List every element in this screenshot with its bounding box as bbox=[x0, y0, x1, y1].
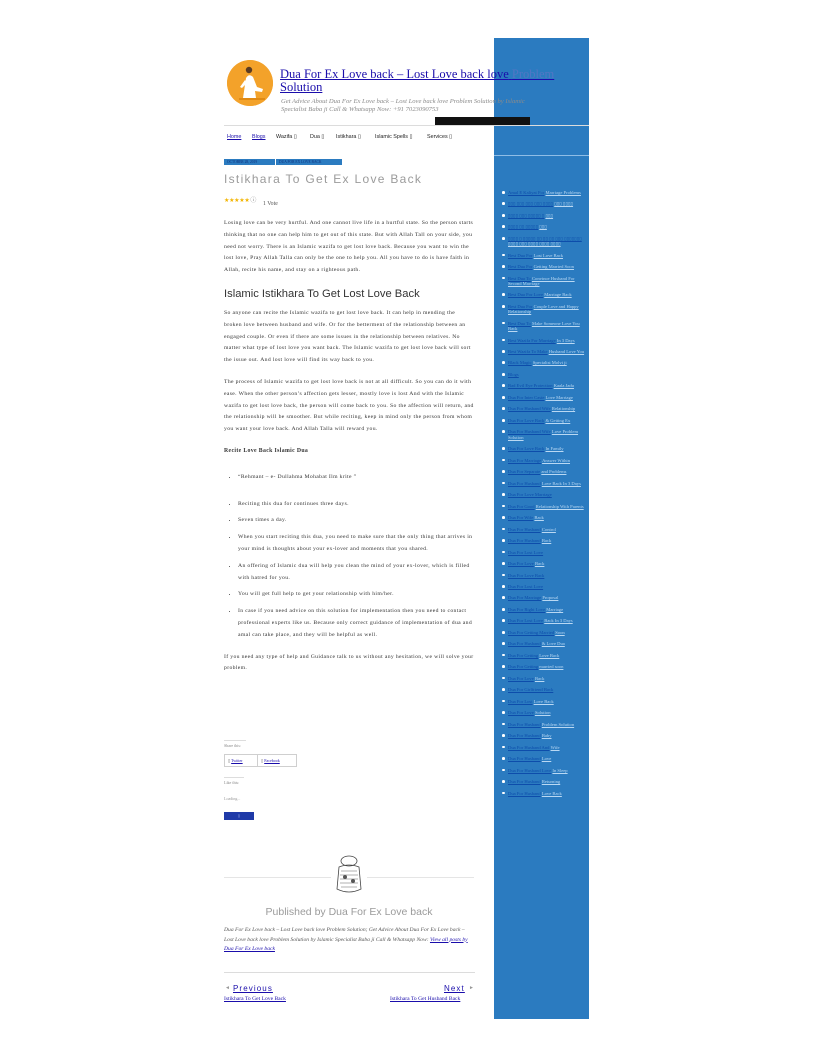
sidebar-item-link-rest[interactable]: ▯▯▯▯ ▯▯▯ ▯▯▯▯ ▯▯▯▯ ▯▯▯▯ bbox=[508, 241, 561, 247]
sidebar-item-link-rest[interactable]: Love Back bbox=[539, 652, 560, 658]
bullet-icon bbox=[502, 419, 505, 422]
sidebar-item[interactable] bbox=[502, 292, 586, 297]
sidebar-item-link[interactable]: Dua For Husband bbox=[508, 790, 541, 796]
sidebar-item[interactable] bbox=[502, 699, 586, 704]
paragraph-3: The process of Islamic wazifa to get lost love back is not at all difficult. So you can do it with ease. When the other person’s affection gets lesser, mostly love is lost And with the Islamic wazifa to get lost love back, the person will come back to you. So the affection will return, and the relationship will be smoother. But while reciting, keep in mind only the person from whom you want your love back. And Allah Talla will reward you. bbox=[224, 378, 474, 433]
list-item: • Seven times a day. bbox=[238, 515, 474, 527]
sidebar-item-link[interactable]: Dua For Getting bbox=[508, 664, 539, 670]
sidebar-item-link[interactable]: Best Dua To bbox=[508, 320, 531, 326]
bullet-icon bbox=[502, 305, 505, 308]
sidebar-item-link[interactable]: Dua For Husband Wife bbox=[508, 429, 551, 435]
sidebar-item-link-rest[interactable]: ▯▯▯ ▯▯▯▯ bbox=[554, 201, 574, 207]
sidebar-item-link-rest[interactable]: Marriage bbox=[546, 606, 564, 612]
bullet-icon bbox=[502, 665, 505, 668]
sidebar-item-link[interactable]: Dua For Husband Love bbox=[508, 767, 552, 773]
vote-count: 1 Vote bbox=[263, 201, 278, 207]
section-heading: Islamic Istikhara To Get Lost Love Back bbox=[224, 287, 420, 300]
sidebar-item-link-rest[interactable]: Wife bbox=[550, 744, 560, 750]
bullet-icon bbox=[502, 631, 505, 634]
bullet-icon bbox=[502, 202, 505, 205]
bullet-icon bbox=[502, 225, 505, 228]
sidebar-item[interactable] bbox=[502, 383, 586, 388]
sidebar-item-link[interactable]: ▯▯▯ ▯▯▯ ▯▯▯ ▯▯▯ ▯▯▯▯ bbox=[508, 201, 554, 207]
sidebar-item[interactable] bbox=[502, 458, 586, 463]
sidebar-item[interactable] bbox=[502, 550, 586, 555]
previous-post-label[interactable]: Previous bbox=[233, 984, 273, 993]
sidebar-item-link[interactable]: Dua For Husband bbox=[508, 480, 541, 486]
likes-loading: Loading... bbox=[224, 796, 241, 801]
site-title-text[interactable]: Dua For Ex Love back – Lost Love back love bbox=[280, 67, 509, 81]
sidebar-item[interactable] bbox=[502, 733, 586, 738]
paragraph-4: If you need any type of help and Guidance talk to us without any hesitation, we will solve your problem. bbox=[224, 653, 474, 672]
like-divider bbox=[224, 777, 244, 778]
sidebar-item-link-rest[interactable]: Marriage Problems bbox=[545, 190, 581, 195]
sidebar-item[interactable] bbox=[502, 418, 586, 423]
praying-man-icon bbox=[227, 60, 273, 106]
menu-item-dua[interactable]: Dua ▯ bbox=[310, 134, 325, 140]
bullet-icon bbox=[502, 430, 505, 433]
site-title-text-2[interactable]: Problem bbox=[511, 67, 555, 81]
post-content bbox=[224, 218, 474, 685]
next-arrow-icon[interactable]: ► bbox=[469, 986, 474, 991]
bullet-icon bbox=[502, 361, 505, 364]
post-date-badge[interactable] bbox=[224, 159, 275, 165]
sidebar-item[interactable] bbox=[502, 515, 586, 520]
sidebar-item-link-rest[interactable]: & Love Dua bbox=[541, 641, 565, 647]
paragraph-1: Losing love can be very hurtful. And one cannot live life in a hurtful state. So the person starts thinking that no one can help him to get out of this state. But with Allah Tall on your side, you need not worry. There is an Islamic wazifa to get lost love back. Because you want to win the lost love, Pray Allah Talla can only be the one to help you. All you have to do is have faith in Allah, recite his name, and stay on a righteous path. bbox=[224, 220, 474, 274]
dua-steps-list bbox=[224, 472, 474, 642]
sidebar-item[interactable] bbox=[502, 573, 586, 578]
sidebar-item-link-rest[interactable]: ▯▯▯ bbox=[539, 224, 547, 230]
sidebar-item-link[interactable]: Dua For Love Back bbox=[508, 417, 545, 423]
bullet-icon bbox=[502, 585, 505, 588]
sidebar-item[interactable] bbox=[502, 446, 586, 451]
sidebar-item[interactable] bbox=[502, 492, 586, 497]
bullet-icon bbox=[502, 322, 505, 325]
sidebar-list bbox=[502, 190, 586, 802]
bullet-icon bbox=[502, 505, 505, 508]
sidebar-item-link[interactable]: Best Wazifa For Marriage bbox=[508, 337, 556, 343]
bullet-icon bbox=[502, 688, 505, 691]
bullet-icon bbox=[502, 339, 505, 342]
sidebar-item[interactable] bbox=[502, 190, 586, 195]
sidebar-item-link-rest[interactable]: Back bbox=[534, 675, 545, 681]
share-divider bbox=[224, 740, 246, 741]
sidebar-item-link[interactable]: Dua For Lost Love bbox=[508, 549, 544, 555]
sidebar-divider bbox=[494, 155, 589, 156]
sidebar-item-link[interactable]: Black Magic bbox=[508, 360, 532, 366]
sidebar-item-link[interactable]: Dua For Lost Love bbox=[508, 583, 544, 589]
sidebar-item[interactable] bbox=[502, 469, 586, 474]
header-divider bbox=[224, 125, 589, 126]
menu-item-islamic-spells[interactable]: Islamic Spells ▯ bbox=[375, 134, 413, 140]
sidebar-item[interactable] bbox=[502, 429, 586, 440]
bullet-icon bbox=[502, 551, 505, 554]
list-item: • In case if you need advice on this solution for implementation then you need to contact professional experts like us. Because only correct guidance of implementation of dua and amal can take place, and they will be helpful as well. bbox=[238, 606, 474, 641]
sidebar-item[interactable] bbox=[502, 745, 586, 750]
twitter-share-link[interactable]: Twitter bbox=[231, 758, 243, 763]
bullet-icon bbox=[502, 493, 505, 496]
sidebar-item-link[interactable]: Dua For Husband bbox=[508, 641, 541, 647]
view-all-posts-link[interactable]: View all posts by Dua For Ex Love back bbox=[224, 936, 468, 952]
menu-item-services[interactable]: Services ▯ bbox=[427, 134, 453, 140]
list-item: • “Rehmant – e- Dullahma Mohabat Ilm krite ” bbox=[238, 472, 474, 484]
sidebar-item[interactable] bbox=[502, 236, 586, 247]
rating-stars[interactable] bbox=[224, 198, 256, 204]
sidebar-item[interactable] bbox=[502, 321, 586, 332]
sidebar-item-link-rest[interactable]: Relationship With Parents bbox=[535, 503, 584, 509]
bullet-icon bbox=[502, 574, 505, 577]
sidebar-item-link[interactable]: Dua For Love bbox=[508, 561, 534, 567]
sidebar-item[interactable] bbox=[502, 607, 586, 612]
sidebar-item[interactable] bbox=[502, 527, 586, 532]
sidebar-item[interactable] bbox=[502, 201, 586, 206]
bullet-icon bbox=[502, 237, 505, 240]
sidebar-item-link-rest[interactable]: Getting Married Soon bbox=[533, 264, 574, 270]
bullet-icon bbox=[502, 277, 505, 280]
sidebar-item-link[interactable]: ▯▯▯▯ ▯▯▯ ▯▯▯▯▯ ▯ bbox=[508, 212, 545, 218]
sidebar-item-link[interactable]: Dua For Right Love bbox=[508, 606, 546, 612]
sidebar-item[interactable] bbox=[502, 349, 586, 354]
author-bio bbox=[224, 926, 474, 955]
info-icon[interactable]: ⓘ bbox=[250, 198, 257, 204]
list-item: • You will get full help to get your relationship with him/her. bbox=[238, 589, 474, 601]
sidebar-item[interactable] bbox=[502, 372, 586, 377]
bullet-icon bbox=[502, 677, 505, 680]
sidebar-item-link[interactable]: Dua For Husband bbox=[508, 526, 541, 532]
facebook-share-link[interactable]: Facebook bbox=[264, 758, 280, 763]
bullet-icon bbox=[502, 459, 505, 462]
header-phone-banner[interactable] bbox=[435, 117, 530, 125]
post-category[interactable]: DUA FOR EX LOVE BACK bbox=[279, 159, 322, 164]
sidebar-item-link[interactable]: Bad Evil Eye Protection bbox=[508, 383, 553, 389]
author-avatar bbox=[331, 853, 367, 899]
star-icons[interactable]: ★★★★★ bbox=[224, 198, 250, 204]
sidebar-item[interactable] bbox=[502, 538, 586, 543]
sidebar-item-link-rest[interactable]: & Getting Ex bbox=[545, 417, 571, 423]
sidebar-item[interactable] bbox=[502, 653, 586, 658]
sidebar-item-link-rest[interactable]: and Problems bbox=[541, 469, 567, 475]
sidebar-item-link[interactable]: Dua For Wife bbox=[508, 515, 534, 521]
site-description: Get Advice About Dua For Ex Love back – Lost Love back love Problem Solution by Islamic Specialist Baba ji Call & Whatsapp Now: +91 7023090753 bbox=[281, 98, 525, 113]
sidebar-item-link-rest[interactable]: Love bbox=[541, 756, 552, 762]
bullet-icon bbox=[502, 293, 505, 296]
sidebar-item-link[interactable]: Dua For Husband bbox=[508, 779, 541, 785]
sidebar-item-link-rest[interactable]: Soon bbox=[555, 629, 565, 635]
bullet-icon bbox=[502, 746, 505, 749]
bullet-icon bbox=[502, 373, 505, 376]
sidebar-item[interactable] bbox=[502, 481, 586, 486]
sidebar-item[interactable] bbox=[502, 224, 586, 229]
sidebar-item-link-rest[interactable]: Answer Within bbox=[542, 457, 571, 463]
bullet-icon bbox=[502, 654, 505, 657]
bullet-icon bbox=[502, 780, 505, 783]
post-title: Istikhara To Get Ex Love Back bbox=[224, 172, 423, 186]
sidebar-item[interactable] bbox=[502, 338, 586, 343]
bullet-icon bbox=[502, 642, 505, 645]
next-post-link[interactable]: Istikhara To Get Husband Back bbox=[390, 996, 461, 1002]
sidebar-item-link[interactable]: Dua For Husband And bbox=[508, 744, 550, 750]
bullet-icon bbox=[502, 384, 505, 387]
sidebar-item[interactable] bbox=[502, 504, 586, 509]
sidebar-item[interactable] bbox=[502, 641, 586, 646]
sidebar-item[interactable] bbox=[502, 584, 586, 589]
like-label: Like this: bbox=[224, 780, 240, 785]
menu-item-blogs[interactable]: Blogs bbox=[252, 134, 266, 140]
sidebar-item-link[interactable]: Dua For Getting Married bbox=[508, 629, 555, 635]
bullet-icon bbox=[502, 792, 505, 795]
sidebar-item-link-rest[interactable]: Husband Love You bbox=[548, 349, 585, 354]
sidebar-item-link-rest[interactable]: ▯▯▯ bbox=[545, 212, 554, 218]
menu-item-istikhara[interactable]: Istikhara ▯ bbox=[336, 134, 361, 140]
sidebar-item[interactable] bbox=[502, 618, 586, 623]
bullet-icon bbox=[502, 516, 505, 519]
dua-heading: Recite Love Back Islamic Dua bbox=[224, 447, 309, 454]
sidebar-item[interactable] bbox=[502, 595, 586, 600]
sidebar-item-link[interactable]: Dua For Husband bbox=[508, 721, 541, 727]
previous-arrow-icon[interactable]: ◄ bbox=[225, 986, 230, 991]
bullet-icon bbox=[502, 700, 505, 703]
bullet-icon bbox=[502, 407, 505, 410]
sidebar-item[interactable] bbox=[502, 756, 586, 761]
sidebar-item-link[interactable]: Dua For Lost bbox=[508, 698, 533, 704]
sidebar-item-link[interactable]: Dua For Getting bbox=[508, 652, 539, 658]
sidebar-item-link-rest[interactable]: In Sleep bbox=[552, 767, 568, 773]
sidebar-item-link[interactable]: Dua For Husband Wife bbox=[508, 406, 551, 412]
bullet-icon bbox=[502, 265, 505, 268]
sidebar-item[interactable] bbox=[502, 395, 586, 400]
list-item: • When you start reciting this dua, you need to make sure that the only thing that arrives in your mind is thoughts about your ex-lover and moments that you shared. bbox=[238, 532, 474, 556]
sidebar-item-link[interactable]: Dua For Girlfriend Back bbox=[508, 687, 554, 693]
bullet-icon bbox=[502, 723, 505, 726]
sidebar-item-link[interactable]: ▯▯▯▯ ▯▯ ▯▯▯▯▯ bbox=[508, 224, 539, 230]
sidebar-item[interactable] bbox=[502, 304, 586, 315]
bullet-icon bbox=[502, 470, 505, 473]
sidebar-item-link-rest[interactable]: Love Back bbox=[533, 698, 554, 704]
sidebar-item-link[interactable]: Blogs bbox=[508, 371, 519, 377]
sidebar-item-link[interactable]: Best Dua To bbox=[508, 275, 531, 281]
sidebar-item-link-rest[interactable]: Love Back In 3 Days bbox=[541, 480, 581, 486]
bullet-icon bbox=[502, 562, 505, 565]
site-title-line2[interactable]: Solution bbox=[280, 80, 323, 94]
sidebar-item-link[interactable]: Dua For Love bbox=[508, 710, 534, 716]
sidebar-item-link[interactable]: Dua For Separate bbox=[508, 469, 541, 475]
sidebar-item-link-rest[interactable]: Back bbox=[541, 538, 552, 544]
sidebar-item[interactable] bbox=[502, 768, 586, 773]
sidebar-item[interactable] bbox=[502, 360, 586, 365]
bullet-icon bbox=[502, 396, 505, 399]
bullet-icon bbox=[502, 350, 505, 353]
sidebar-item[interactable] bbox=[502, 253, 586, 258]
sidebar-item-link[interactable]: Best Wazifa To Make bbox=[508, 349, 548, 354]
sidebar-item-link-rest[interactable]: Marriage Back bbox=[544, 292, 572, 298]
sidebar-item-link-rest[interactable]: Love Problem Solution bbox=[508, 429, 579, 440]
sidebar-item[interactable] bbox=[502, 276, 586, 287]
sidebar bbox=[494, 38, 589, 1019]
sidebar-item-link[interactable]: Best Dua For Love bbox=[508, 292, 544, 298]
sidebar-item-link-rest[interactable]: Lost Love Back bbox=[533, 252, 563, 258]
sidebar-item-link[interactable]: Dua For Husband bbox=[508, 733, 541, 739]
sidebar-item-link-rest[interactable]: Proposal bbox=[542, 595, 559, 601]
sidebar-item-link[interactable]: Dua For Inter Caste bbox=[508, 394, 545, 400]
bullet-icon bbox=[502, 619, 505, 622]
facebook-share-button[interactable] bbox=[257, 754, 297, 767]
sidebar-item-link[interactable]: Dua For Husband bbox=[508, 756, 541, 762]
bullet-icon bbox=[502, 447, 505, 450]
like-button[interactable]: ▯ bbox=[224, 812, 254, 820]
sidebar-item[interactable] bbox=[502, 561, 586, 566]
site-title[interactable] bbox=[280, 68, 580, 94]
sidebar-item-link[interactable]: Dua For Love Back bbox=[508, 446, 545, 452]
site-logo[interactable] bbox=[227, 60, 273, 106]
bullet-icon bbox=[502, 608, 505, 611]
sidebar-item-link-rest[interactable]: Kaala Jadu bbox=[553, 383, 574, 389]
sidebar-item-link-rest[interactable]: Back In 3 Days bbox=[544, 618, 573, 624]
sidebar-item[interactable] bbox=[502, 722, 586, 727]
sidebar-item-link-rest[interactable]: Control bbox=[541, 526, 556, 532]
menu-item-home[interactable]: Home bbox=[227, 134, 242, 140]
sidebar-item-link-rest[interactable]: Love Marriage bbox=[545, 394, 573, 400]
sidebar-item-link-rest[interactable]: Returning bbox=[541, 779, 561, 785]
sidebar-item-link[interactable]: Dua For Husband bbox=[508, 538, 541, 544]
sidebar-item-link-rest[interactable]: Convince Husband For Second Marriage bbox=[508, 275, 575, 286]
sidebar-item-link[interactable]: Dua For Good bbox=[508, 503, 535, 509]
sidebar-item-link[interactable]: Dua For Love bbox=[508, 675, 534, 681]
bullet-icon bbox=[502, 596, 505, 599]
bullet-icon bbox=[502, 539, 505, 542]
post-category-badge[interactable] bbox=[276, 159, 342, 165]
sidebar-item-link-rest[interactable]: Make Someone Love You Back bbox=[508, 320, 580, 332]
bullet-icon bbox=[502, 482, 505, 485]
sidebar-item-link-rest[interactable]: Back bbox=[534, 561, 545, 567]
sidebar-item-link-rest[interactable]: Solution bbox=[534, 710, 551, 716]
bullet-icon bbox=[502, 757, 505, 760]
sidebar-item-link-rest[interactable]: Problem Solution bbox=[541, 721, 575, 727]
sidebar-item-link[interactable]: Dua For Love Marriage bbox=[508, 492, 552, 498]
sidebar-item[interactable] bbox=[502, 791, 586, 796]
sidebar-item-link-rest[interactable]: Back bbox=[534, 515, 544, 521]
list-item: • An offering of Islamic dua will help you clean the mind of your ex-lover, which is filled with hatred for you. bbox=[238, 561, 474, 585]
sidebar-item[interactable] bbox=[502, 779, 586, 784]
share-label: Share this: bbox=[224, 743, 241, 748]
sidebar-item-link[interactable]: Dua For Marriage bbox=[508, 595, 542, 601]
bullet-icon bbox=[502, 769, 505, 772]
sidebar-item-link[interactable]: Dua For Love Back bbox=[508, 572, 545, 578]
post-nav-divider bbox=[224, 972, 475, 973]
sidebar-item-link[interactable]: Amal E Kaliyat For bbox=[508, 190, 545, 195]
previous-post-link[interactable]: Istikhara To Get Love Back bbox=[224, 996, 286, 1002]
sidebar-item-link[interactable]: Dua For Lost Love bbox=[508, 618, 544, 624]
sidebar-item[interactable] bbox=[502, 687, 586, 692]
published-by: Published by Dua For Ex Love back bbox=[265, 906, 433, 918]
sidebar-item-link-rest[interactable]: Relationship bbox=[551, 406, 576, 412]
sidebar-item-link-rest[interactable]: Couple Love and Happy Relationship bbox=[508, 303, 579, 315]
sidebar-item[interactable] bbox=[502, 664, 586, 669]
sidebar-item-link[interactable]: ▯▯▯▯ ▯ ▯▯▯▯▯ ▯▯ ▯▯ ▯▯ ▯▯▯ ▯▯▯▯▯▯▯ bbox=[508, 235, 582, 241]
bullet-icon bbox=[502, 191, 505, 194]
sidebar-item[interactable] bbox=[502, 213, 586, 218]
menu-item-wazifa[interactable]: Wazifa ▯ bbox=[276, 134, 297, 140]
sidebar-item-link[interactable]: Dua For Marriage bbox=[508, 457, 542, 463]
twitter-share-button[interactable] bbox=[224, 754, 258, 767]
paragraph-2: So anyone can recite the Islamic wazifa to get lost love back. It can help in mending the broken love between husband and wife. Or for the betterment of the relationship between an engaged couple. Or even if there are some issues in the relationship between relatives. No matter what type of lost love you want back. The Islamic wazifa to get lost love back will sort the issue out. And lost love will find its way back to you. bbox=[224, 309, 471, 364]
sidebar-item[interactable] bbox=[502, 710, 586, 715]
twitter-icon: ▯ bbox=[228, 758, 231, 763]
bullet-icon bbox=[502, 214, 505, 217]
sidebar-item-link-rest[interactable]: In Family bbox=[545, 446, 564, 452]
bullet-icon bbox=[502, 254, 505, 257]
sidebar-item-link[interactable]: Best Dua For bbox=[508, 252, 533, 258]
sidebar-item-link[interactable]: Best Dua For bbox=[508, 303, 533, 309]
sidebar-item-link[interactable]: Best Dua For bbox=[508, 264, 533, 270]
bullet-icon bbox=[502, 528, 505, 531]
list-item: • Reciting this dua for continues three days. bbox=[238, 499, 474, 511]
sidebar-item[interactable] bbox=[502, 406, 586, 411]
sidebar-item[interactable] bbox=[502, 630, 586, 635]
sidebar-item-link-rest[interactable]: Love Back bbox=[541, 790, 562, 796]
author-bio-text: Dua For Ex Love back – Lost Love back love Problem Solution; Get Advice About Dua For Ex Love back – Lost Love back love Problem Solution by Islamic Specialist Baba ji Call & Whatsapp Now: bbox=[224, 927, 465, 943]
sidebar-item[interactable] bbox=[502, 264, 586, 269]
post-date[interactable]: OCTOBER 28, 2019 bbox=[227, 159, 258, 164]
bullet-icon bbox=[502, 734, 505, 737]
sidebar-item-link-rest[interactable]: married soon bbox=[539, 664, 564, 670]
sidebar-item-link-rest[interactable]: Baby bbox=[541, 733, 552, 739]
sidebar-item[interactable] bbox=[502, 676, 586, 681]
sidebar-item-link-rest[interactable]: In 3 Days bbox=[556, 337, 575, 343]
next-post-label[interactable]: Next bbox=[444, 984, 465, 993]
bullet-icon bbox=[502, 711, 505, 714]
sidebar-item-link-rest[interactable]: Specialist Molvi ji bbox=[532, 360, 567, 366]
facebook-icon: ▯ bbox=[261, 758, 264, 763]
